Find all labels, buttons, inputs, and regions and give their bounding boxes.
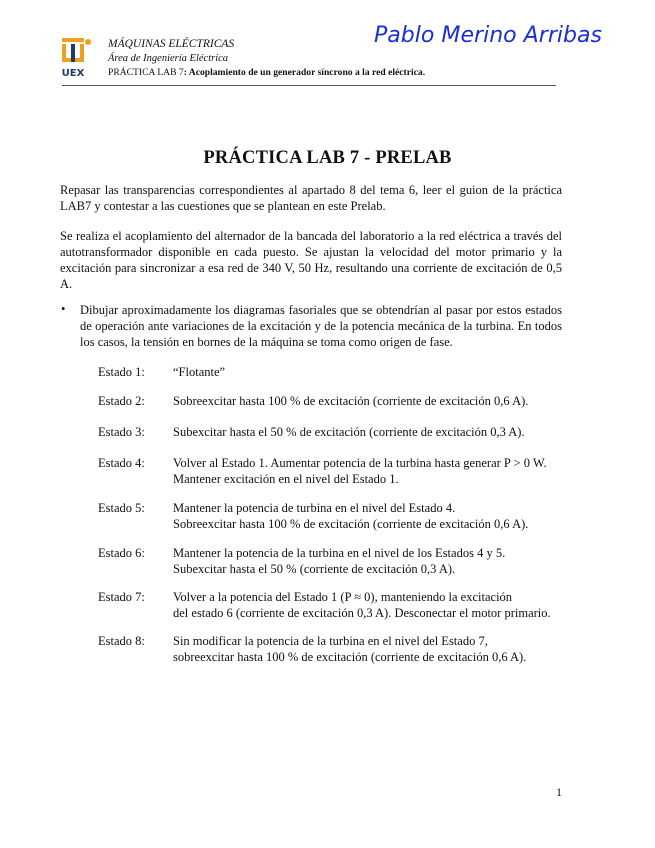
- intro-paragraph: Repasar las transparencias correspondientes al apartado 8 del tema 6, leer el guion de la práctica LAB7 y contestar a las cuestiones que se plantean en este Prelab.: [60, 183, 562, 213]
- logo-text: UEX: [61, 68, 85, 79]
- state-description: [173, 455, 573, 487]
- state-description: [173, 364, 573, 380]
- bullet-text: Dibujar aproximadamente los diagramas fasoriales que se obtendrían al pasar por estos estados de operación ante variaciones de la excitación y de la potencia mecánica de la turbina. En todos los casos, la tensión en bornes de la máquina se toma como origen de fase.: [80, 303, 562, 349]
- state-label: Estado 6:: [98, 546, 145, 560]
- header-practice: [108, 67, 425, 78]
- header-area: Área de Ingeniería Eléctrica: [108, 53, 229, 64]
- page-number: 1: [556, 785, 562, 799]
- header-divider: [62, 85, 556, 86]
- state-line: Subexcitar hasta el 50 % (corriente de excitación 0,3 A).: [173, 562, 456, 576]
- state-line: Sobreexcitar hasta 100 % de excitación (corriente de excitación 0,6 A).: [173, 517, 529, 531]
- signature-text: Pablo Merino Arribas: [374, 23, 602, 48]
- state-line: Subexcitar hasta el 50 % de excitación (corriente de excitación 0,3 A).: [173, 425, 525, 439]
- state-line: Mantener la potencia de turbina en el nivel del Estado 4.: [173, 501, 456, 515]
- state-description: [173, 589, 573, 621]
- state-label: Estado 5:: [98, 501, 145, 515]
- page-title: PRÁCTICA LAB 7 - PRELAB: [203, 148, 452, 168]
- state-line: Sin modificar la potencia de la turbina en el nivel del Estado 7,: [173, 634, 488, 648]
- state-label: Estado 3:: [98, 425, 145, 439]
- state-line: sobreexcitar hasta 100 % de excitación (corriente de excitación 0,6 A).: [173, 650, 527, 664]
- state-line: del estado 6 (corriente de excitación 0,3 A). Desconectar el motor primario.: [173, 606, 551, 620]
- state-label: Estado 1:: [98, 365, 145, 379]
- state-description: [173, 633, 573, 665]
- state-line: Volver a la potencia del Estado 1 (P ≈ 0), manteniendo la excitación: [173, 590, 513, 604]
- bullet-marker: •: [61, 302, 66, 316]
- state-line: Mantener excitación en el nivel del Estado 1.: [173, 472, 399, 486]
- state-description: [173, 545, 573, 577]
- state-line: Volver al Estado 1. Aumentar potencia de la turbina hasta generar P > 0 W.: [173, 456, 547, 470]
- header-practice-title: : Acoplamiento de un generador síncrono a la red eléctrica.: [183, 67, 426, 78]
- state-label: Estado 4:: [98, 456, 145, 470]
- uex-logo: [60, 36, 94, 80]
- state-line: Sobreexcitar hasta 100 % de excitación (corriente de excitación 0,6 A).: [173, 394, 529, 408]
- state-line: Mantener la potencia de la turbina en el nivel de los Estados 4 y 5.: [173, 546, 506, 560]
- state-line: “Flotante”: [173, 365, 226, 379]
- state-description: [173, 424, 573, 440]
- handwritten-signature: [370, 14, 610, 58]
- header-subject: MÁQUINAS ELÉCTRICAS: [108, 38, 235, 50]
- state-label: Estado 8:: [98, 634, 145, 648]
- state-description: [173, 393, 573, 409]
- setup-paragraph: Se realiza el acoplamiento del alternador de la bancada del laboratorio a la red eléctrica a través del autotransformador disponible en cada puesto. Se ajustan la velocidad del motor primario y la excitación para sincronizar a esa red de 340 V, 50 Hz, resultando una corriente de excitación de 0,5 A.: [60, 229, 562, 291]
- state-label: Estado 7:: [98, 590, 145, 604]
- header-practice-label: PRÁCTICA LAB 7: [108, 67, 184, 78]
- state-description: [173, 500, 573, 532]
- state-label: Estado 2:: [98, 394, 145, 408]
